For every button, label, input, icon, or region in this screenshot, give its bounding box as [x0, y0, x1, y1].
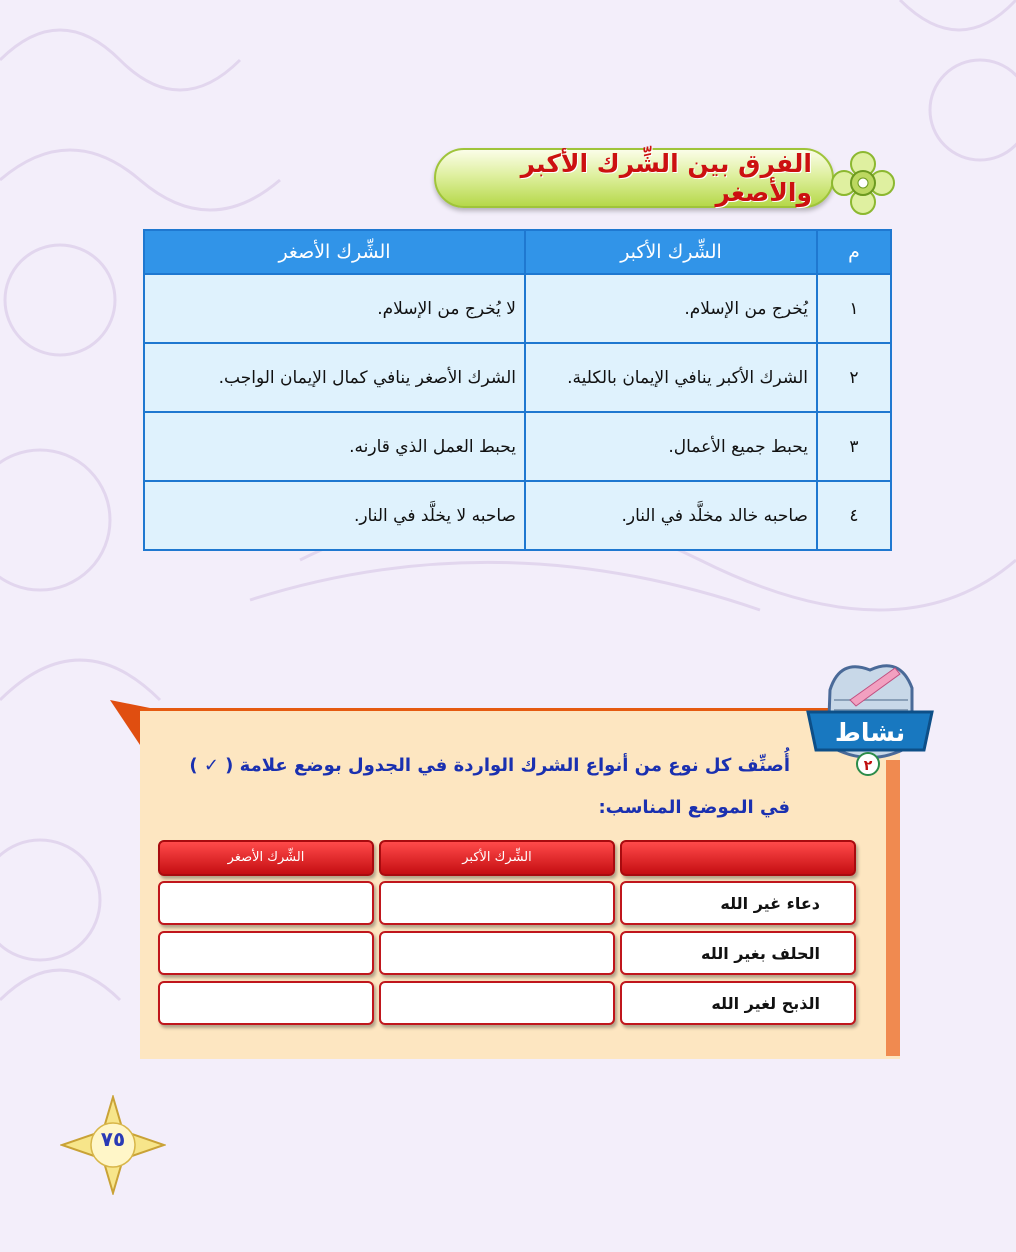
- header-index: م: [817, 230, 891, 274]
- major-cell: يحبط جميع الأعمال.: [525, 412, 817, 481]
- activity-major-checkbox[interactable]: [379, 931, 615, 975]
- header-major-shirk: الشِّرك الأكبر: [525, 230, 817, 274]
- section-title: الفرق بين الشِّرك الأكبر والأصغر: [520, 149, 812, 207]
- header-minor-shirk: الشِّرك الأصغر: [144, 230, 525, 274]
- row-index: ٣: [817, 412, 891, 481]
- major-cell: يُخرج من الإسلام.: [525, 274, 817, 343]
- table-row: [144, 481, 891, 550]
- activity-header-minor: الشِّرك الأصغر: [158, 840, 374, 876]
- activity-minor-checkbox[interactable]: [158, 981, 374, 1025]
- activity-header-major: الشِّرك الأكبر: [379, 840, 615, 876]
- minor-cell: الشرك الأصغر ينافي كمال الإيمان الواجب.: [144, 343, 525, 412]
- row-index: ٤: [817, 481, 891, 550]
- badge-number: ٢: [863, 758, 873, 774]
- flower-ornament-icon: [830, 150, 896, 216]
- major-cell: الشرك الأكبر ينافي الإيمان بالكلية.: [525, 343, 817, 412]
- comparison-table: [143, 229, 892, 551]
- major-cell: صاحبه خالد مخلَّد في النار.: [525, 481, 817, 550]
- minor-cell: لا يُخرج من الإسلام.: [144, 274, 525, 343]
- row-index: ١: [817, 274, 891, 343]
- table-header-row: [144, 230, 891, 274]
- activity-major-checkbox[interactable]: [379, 881, 615, 925]
- activity-badge: [800, 650, 940, 785]
- panel-edge: [886, 760, 900, 1056]
- table-row: [144, 412, 891, 481]
- activity-item-label: دعاء غير الله: [620, 881, 856, 925]
- table-row: [144, 274, 891, 343]
- minor-cell: صاحبه لا يخلَّد في النار.: [144, 481, 525, 550]
- activity-major-checkbox[interactable]: [379, 981, 615, 1025]
- activity-minor-checkbox[interactable]: [158, 931, 374, 975]
- activity-header-item: [620, 840, 856, 876]
- page-number: ٧٥: [100, 1127, 126, 1151]
- table-row: [144, 343, 891, 412]
- activity-item-label: الذبح لغير الله: [620, 981, 856, 1025]
- activity-minor-checkbox[interactable]: [158, 881, 374, 925]
- minor-cell: يحبط العمل الذي قارنه.: [144, 412, 525, 481]
- row-index: ٢: [817, 343, 891, 412]
- section-title-banner: [434, 148, 834, 208]
- activity-item-label: الحلف بغير الله: [620, 931, 856, 975]
- badge-label: نشاط: [834, 718, 906, 747]
- activity-instruction: أُصنِّف كل نوع من أنواع الشرك الواردة في الجدول بوضع علامة ( ✓ ) في الموضع المناسب:: [189, 755, 790, 818]
